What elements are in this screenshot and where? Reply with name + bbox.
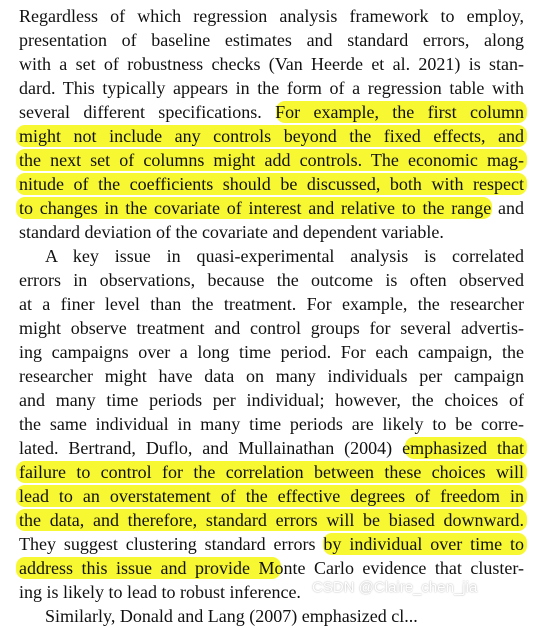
paragraph-text: dard. This typically appears in the form of a regression table with: [19, 78, 524, 98]
paragraph-text: the same individual in many time periods are likely to be corre-: [19, 414, 524, 434]
text-line: [0, 172, 533, 196]
paragraph-text: several different specifications. For example, the first column: [19, 102, 524, 122]
text-line: [0, 532, 533, 556]
paragraph-text: researcher might have data on many individuals per campaign: [19, 366, 524, 386]
paragraph-text: ing campaigns over a long time period. For each campaign, the: [19, 342, 524, 362]
text-line: [0, 388, 533, 412]
text-line: [0, 4, 533, 28]
text-line: [0, 28, 533, 52]
text-line: [0, 268, 533, 292]
paragraph-text: failure to control for the correlation between these choices will: [19, 462, 524, 482]
text-line: [0, 556, 533, 580]
text-line: [0, 412, 533, 436]
paragraph-text: A key issue in quasi-experimental analysis is correlated: [45, 246, 524, 266]
text-line: [0, 364, 533, 388]
paragraph-text: to changes in the covariate of interest and relative to the range and: [19, 198, 524, 218]
paragraph-text: address this issue and provide Monte Carlo evidence that cluster-: [19, 558, 524, 578]
text-line: [0, 100, 533, 124]
paragraph-text: errors in observations, because the outcome is often observed: [19, 270, 524, 290]
watermark-text: CSDN @Claire_chen_jia: [312, 579, 478, 596]
text-line: [0, 244, 533, 268]
text-line: [0, 76, 533, 100]
paragraph-text: the data, and therefore, standard errors will be biased downward.: [19, 510, 524, 530]
paragraph-text: Similarly, Donald and Lang (2007) emphasized cl...: [45, 606, 418, 626]
text-line: [0, 124, 533, 148]
text-line: [0, 436, 533, 460]
paragraph-text: and many time periods per individual; however, the choices of: [19, 390, 524, 410]
paragraph-text: lated. Bertrand, Duflo, and Mullainathan (2004) emphasized that: [19, 438, 524, 458]
paragraph-text: with a set of robustness checks (Van Heerde et al. 2021) is stan-: [19, 54, 524, 74]
paragraph-text: the next set of columns might add controls. The economic mag-: [19, 150, 524, 170]
text-line: [0, 52, 533, 76]
text-line: [0, 460, 533, 484]
text-line: [0, 508, 533, 532]
text-line: [0, 340, 533, 364]
paragraph-text: might not include any controls beyond the fixed effects, and: [19, 126, 524, 146]
text-line: [0, 604, 533, 628]
paragraph-text: at a finer level than the treatment. For example, the researcher: [19, 294, 524, 314]
paragraph-text: nitude of the coefficients should be discussed, both with respect: [19, 174, 524, 194]
text-line: [0, 316, 533, 340]
paragraph-text: Regardless of which regression analysis framework to employ,: [19, 6, 524, 26]
paragraph-text: lead to an overstatement of the effective degrees of freedom in: [19, 486, 524, 506]
text-line: [0, 220, 533, 244]
paragraph-text: ing is likely to lead to robust inference.: [19, 582, 301, 602]
text-line: [0, 148, 533, 172]
paragraph-text: might observe treatment and control groups for several advertis-: [19, 318, 524, 338]
paragraph-text: presentation of baseline estimates and standard errors, along: [19, 30, 524, 50]
text-line: [0, 196, 533, 220]
paragraph-text: They suggest clustering standard errors by individual over time to: [19, 534, 524, 554]
text-line: [0, 292, 533, 316]
paragraph-text: standard deviation of the covariate and dependent variable.: [19, 222, 444, 242]
text-line: [0, 484, 533, 508]
